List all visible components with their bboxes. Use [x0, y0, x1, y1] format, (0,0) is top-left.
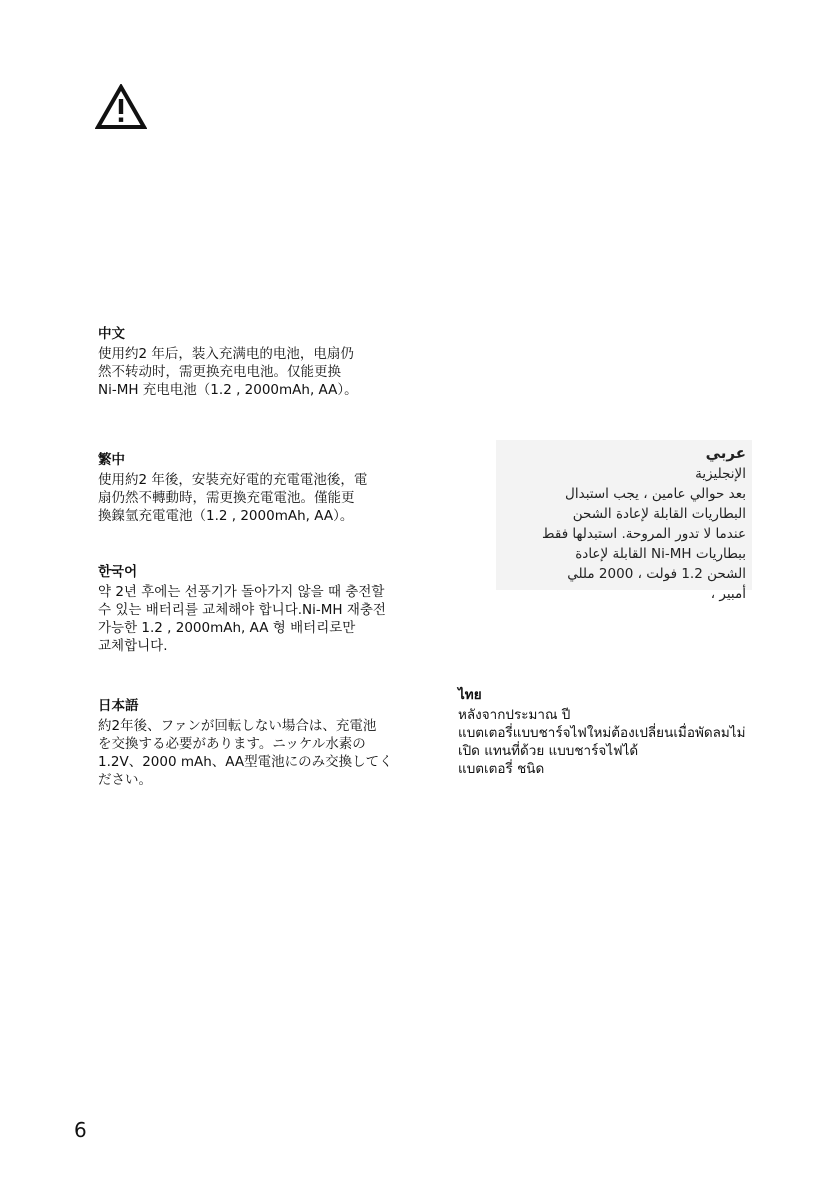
section-heading: 한국어 — [98, 564, 138, 580]
section-body: الإنجليزية بعد حوالي عامين ، يجب استبدال البطاريات القابلة لإعادة الشحن عندما لا تدور المروحة. استبدلها فقط ببطاريات Ni-MH القابلة لإعادة الشحن 1.2 فولت ، 2000 مللي أمبير ، — [542, 466, 746, 602]
section-thai — [458, 686, 778, 778]
section-heading: ไทย — [458, 687, 482, 703]
section-korean — [98, 563, 433, 655]
section-body: 約2年後、ファンが回転しない場合は、充電池 を交換する必要があります。ニッケル水素の 1.2V、2000 mAh、AA型電池にのみ交換してく ださい。 — [98, 718, 393, 788]
section-body: 使用約2 年後，安裝充好電的充電電池後，電 扇仍然不轉動時，需更換充電電池。僅能更 換鎳氫充電電池（1.2 , 2000mAh, AA）。 — [98, 472, 368, 524]
warning-triangle-icon — [95, 84, 147, 130]
section-body: 使用约2 年后，装入充满电的电池，电扇仍 然不转动时，需更换充电电池。仅能更换 Ni-MH 充电电池（1.2 , 2000mAh, AA）。 — [98, 346, 358, 398]
section-heading: عربي — [705, 444, 746, 462]
section-chinese-simplified — [98, 325, 428, 399]
section-arabic — [496, 440, 752, 602]
section-chinese-traditional — [98, 451, 428, 525]
page-number: 6 — [74, 1118, 87, 1142]
section-body: หลังจากประมาณ ปี แบตเตอรี่แบบชาร์จไฟใหม่ต้องเปลี่ยนเมื่อพัดลมไม่ เปิด แทนที่ด้วย แบบชาร์จไฟได้ แบตเตอรี่ ชนิด — [458, 707, 746, 777]
section-heading: 日本語 — [98, 698, 139, 714]
section-heading: 繁中 — [98, 452, 125, 468]
section-japanese — [98, 697, 428, 789]
section-body: 약 2년 후에는 선풍기가 돌아가지 않을 때 충전할 수 있는 배터리를 교체해야 합니다.Ni-MH 재충전 가능한 1.2 , 2000mAh, AA 형 배터리로만 교체합니다. — [98, 584, 386, 654]
section-heading: 中文 — [98, 326, 125, 342]
